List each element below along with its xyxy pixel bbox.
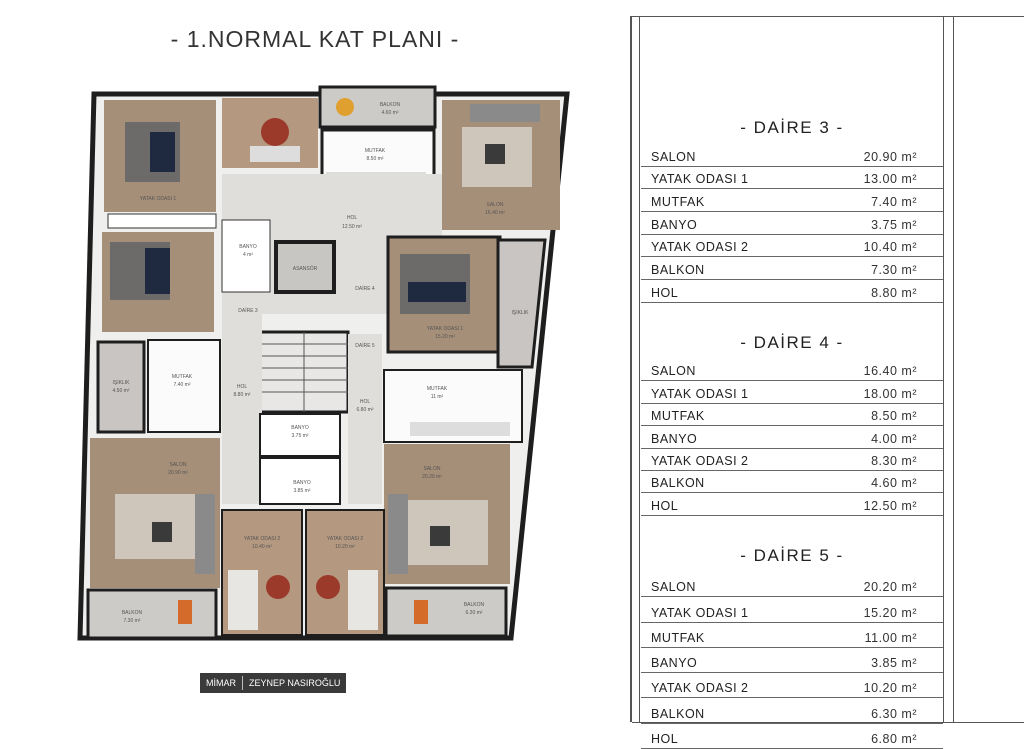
room-name: MUTFAK <box>651 195 705 210</box>
room-name: SALON <box>651 580 696 595</box>
table-row <box>641 359 943 381</box>
room-name: YATAK ODASI 2 <box>651 240 749 255</box>
room-area: 20.20 m² <box>863 580 917 595</box>
section-daire3 <box>641 118 943 315</box>
room-area: 10.20 m² <box>863 681 917 696</box>
room-area: 20.90 m² <box>863 149 917 164</box>
chair <box>178 600 192 624</box>
rug <box>266 575 290 599</box>
bed <box>348 570 378 630</box>
plan-label: BALKON <box>463 602 485 608</box>
rug <box>261 118 289 146</box>
table-row <box>641 724 943 749</box>
table-row <box>641 235 943 258</box>
room-area: 13.00 m² <box>863 172 917 187</box>
section-title: - DAİRE 3 - <box>740 118 844 137</box>
plan-label: YATAK ODASI 2 <box>243 536 281 542</box>
room-name: HOL <box>651 732 679 747</box>
plan-label: 6.30 m² <box>465 610 483 616</box>
room-name: YATAK ODASI 2 <box>651 453 749 468</box>
plan-label: BALKON <box>121 610 143 616</box>
plan-label: 8.80 m² <box>233 392 251 398</box>
sofa <box>470 104 540 122</box>
bed <box>228 570 258 630</box>
desk <box>250 146 300 162</box>
room-name: BANYO <box>651 656 698 671</box>
sofa <box>388 494 408 574</box>
room-balcony-bl <box>88 590 216 638</box>
room-area: 12.50 m² <box>863 498 917 513</box>
plan-label: 4.60 m² <box>381 110 399 116</box>
table-row <box>641 673 943 698</box>
wardrobe <box>108 214 216 228</box>
room-name: MUTFAK <box>651 409 705 424</box>
page-title: - 1.NORMAL KAT PLANI - <box>170 26 460 52</box>
sofa <box>195 494 215 574</box>
table-row <box>641 449 943 471</box>
section-daire4 <box>641 333 943 530</box>
room-area: 16.40 m² <box>863 364 917 379</box>
table-row <box>641 381 943 403</box>
room-name: YATAK ODASI 2 <box>651 681 749 696</box>
section-title: - DAİRE 4 - <box>740 333 844 352</box>
floor-plan <box>70 82 570 647</box>
table-row <box>641 493 943 515</box>
plan-label: MUTFAK <box>364 148 386 154</box>
cabinet <box>410 422 510 436</box>
table-row <box>641 623 943 648</box>
plan-label: YATAK ODASI 1 <box>139 196 177 202</box>
table-row <box>641 648 943 673</box>
room-area: 11.00 m² <box>864 630 917 645</box>
plan-label: 7.40 m² <box>173 382 191 388</box>
plan-label: 3.85 m² <box>293 488 311 494</box>
room-area: 8.50 m² <box>871 409 917 424</box>
table-row <box>641 471 943 493</box>
plan-label: MUTFAK <box>426 386 448 392</box>
room-name: BALKON <box>651 706 705 721</box>
plan-label: IŞIKLIK <box>511 310 529 316</box>
plan-label: BANYO <box>239 244 257 250</box>
frame-divider-right <box>943 16 944 722</box>
plan-label: YATAK ODASI 2 <box>326 536 364 542</box>
plan-label: SALON <box>169 462 187 468</box>
architect-name: ZEYNEP NASIROĞLU <box>249 678 341 688</box>
area-table <box>641 100 943 749</box>
plan-label: IŞIKLIK <box>112 380 130 386</box>
bed-blanket <box>150 132 175 172</box>
coffee-table <box>430 526 450 546</box>
chair <box>414 600 428 624</box>
room-name: MUTFAK <box>651 630 705 645</box>
plan-label: 7.30 m² <box>123 618 141 624</box>
frame-divider-right2 <box>953 16 954 722</box>
plan-label: HOL <box>359 399 371 405</box>
architect-label: MİMAR <box>206 678 236 688</box>
room-balcony-br <box>386 588 506 636</box>
table-row <box>641 572 943 597</box>
table <box>336 98 354 116</box>
room-hol-right <box>348 334 382 504</box>
plan-label: 15.20 m² <box>435 334 455 340</box>
section-title: - DAİRE 5 - <box>740 546 844 565</box>
plan-label: SALON <box>486 202 504 208</box>
frame-divider-left <box>630 16 632 722</box>
table-row <box>641 404 943 426</box>
coffee-table <box>485 144 505 164</box>
lightwell-left <box>98 342 144 432</box>
room-name: YATAK ODASI 1 <box>651 605 749 620</box>
table-row <box>641 698 943 723</box>
plan-label: DAİRE 3 <box>238 308 258 314</box>
room-area: 8.80 m² <box>871 285 917 300</box>
room-name: BANYO <box>651 431 698 446</box>
plan-label: BANYO <box>293 480 311 486</box>
room-area: 3.85 m² <box>871 656 917 671</box>
room-area: 7.30 m² <box>871 263 917 278</box>
room-area: 4.60 m² <box>871 476 917 491</box>
plan-label: HOL <box>346 215 358 221</box>
plan-label: SALON <box>423 466 441 472</box>
bed-blanket <box>145 248 170 294</box>
room-area: 3.75 m² <box>871 217 917 232</box>
plan-label: DAİRE 5 <box>355 343 375 349</box>
room-area: 6.30 m² <box>871 706 917 721</box>
room-area: 15.20 m² <box>863 605 917 620</box>
plan-label: 4.50 m² <box>112 388 130 394</box>
plan-label: 20.20 m² <box>422 474 442 480</box>
plan-label: BANYO <box>291 425 309 431</box>
plan-label: 3.75 m² <box>291 433 309 439</box>
room-area: 4.00 m² <box>871 431 917 446</box>
section-daire5 <box>641 546 943 749</box>
table-row <box>641 144 943 167</box>
room-name: BALKON <box>651 263 705 278</box>
plan-label: 16.40 m² <box>485 210 505 216</box>
rug <box>316 575 340 599</box>
plan-label: 6.80 m² <box>356 407 374 413</box>
rows-daire3 <box>641 144 943 303</box>
table-row <box>641 167 943 190</box>
plan-label: BALKON <box>379 102 401 108</box>
plan-label: 4 m² <box>243 252 253 258</box>
table-row <box>641 257 943 280</box>
table-row <box>641 212 943 235</box>
room-area: 10.40 m² <box>863 240 917 255</box>
plan-label: 11 m² <box>430 394 444 400</box>
rows-daire5 <box>641 572 943 749</box>
room-name: HOL <box>651 498 679 513</box>
plan-label: HOL <box>236 384 248 390</box>
plan-label: 10.20 m² <box>335 544 355 550</box>
plan-label: ASANSÖR <box>292 266 318 272</box>
plan-label: DAİRE 4 <box>355 286 375 292</box>
room-name: YATAK ODASI 1 <box>651 386 749 401</box>
room-name: BALKON <box>651 476 705 491</box>
room-hol-left <box>222 314 262 504</box>
table-row <box>641 426 943 448</box>
plan-label: MUTFAK <box>171 374 193 380</box>
table-row <box>641 189 943 212</box>
room-area: 18.00 m² <box>863 386 917 401</box>
plan-label: 8.50 m² <box>366 156 384 162</box>
bed-blanket <box>408 282 466 302</box>
room-name: YATAK ODASI 1 <box>651 172 749 187</box>
room-name: BANYO <box>651 217 698 232</box>
room-area: 6.80 m² <box>871 732 917 747</box>
frame-top <box>632 16 1024 17</box>
table-row <box>641 280 943 303</box>
plan-label: 12.50 m² <box>342 224 362 230</box>
room-name: HOL <box>651 285 679 300</box>
room-area: 8.30 m² <box>871 453 917 468</box>
plan-label: YATAK ODASI 1 <box>426 326 464 332</box>
room-name: SALON <box>651 364 696 379</box>
coffee-table <box>152 522 172 542</box>
plan-label: 20.90 m² <box>168 470 188 476</box>
frame-divider-inner <box>639 16 640 722</box>
room-area: 7.40 m² <box>871 195 917 210</box>
rows-daire4 <box>641 359 943 516</box>
table-row <box>641 597 943 622</box>
architect-tag <box>200 673 346 693</box>
room-name: SALON <box>651 149 696 164</box>
plan-label: 10.40 m² <box>252 544 272 550</box>
